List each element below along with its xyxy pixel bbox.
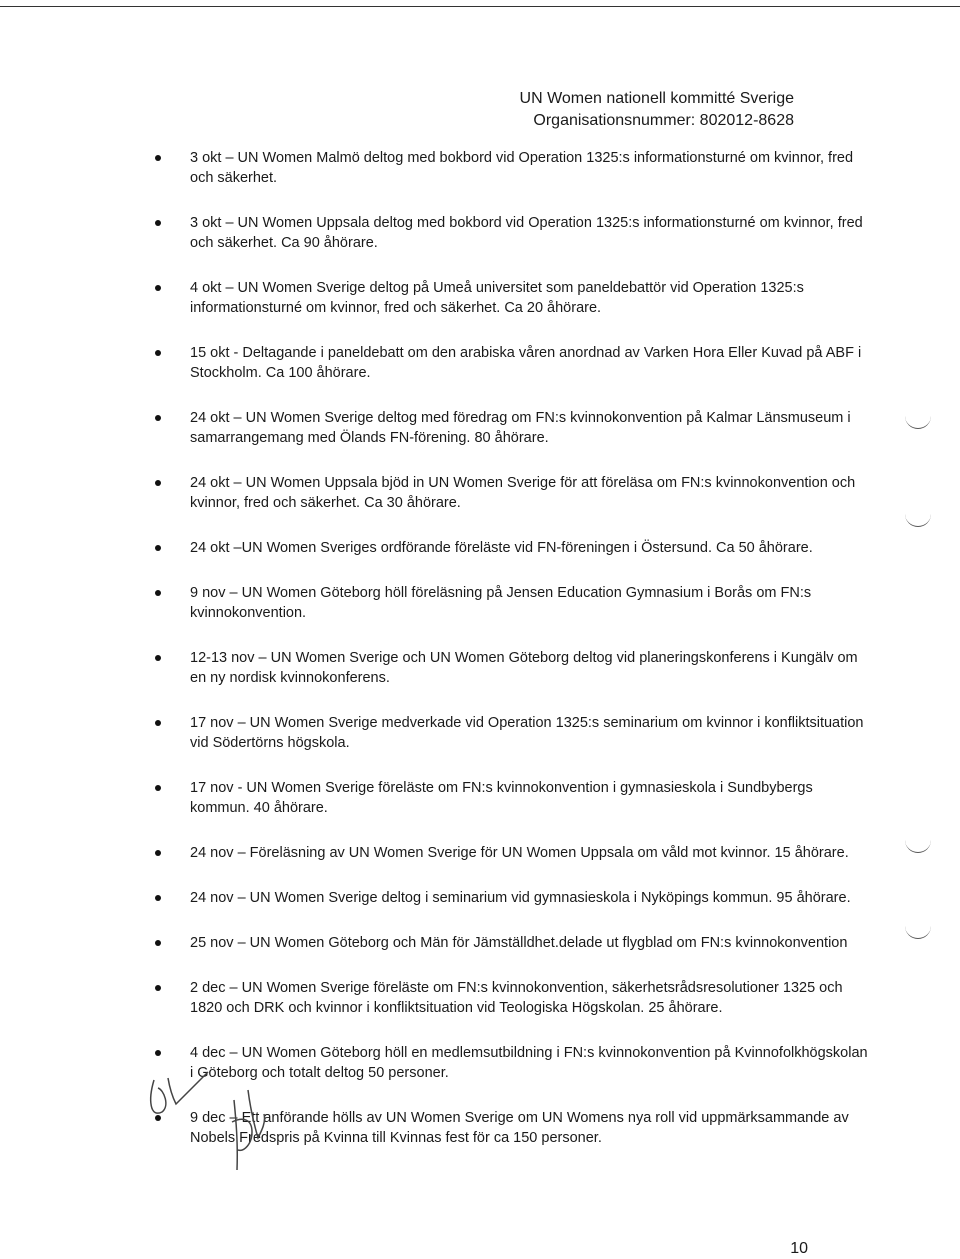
list-item-text: 3 okt – UN Women Malmö deltog med bokbord vid Operation 1325:s informationsturné om kvinnor, fred och säkerhet. (190, 150, 854, 186)
list-item (150, 778, 870, 818)
list-item-text: 24 nov – UN Women Sverige deltog i seminarium vid gymnasieskola i Nyköpings kommun. 95 åhörare. (190, 890, 851, 906)
page-number: 10 (790, 1240, 808, 1257)
list-item (150, 408, 870, 448)
list-item (150, 583, 870, 623)
organization-number: Organisationsnummer: 802012-8628 (533, 112, 794, 129)
list-item (150, 888, 870, 908)
list-item (150, 648, 870, 688)
list-item (150, 713, 870, 753)
list-item-text: 24 okt –UN Women Sveriges ordförande föreläste vid FN-föreningen i Östersund. Ca 50 åhörare. (190, 540, 813, 556)
list-item (150, 148, 870, 188)
bullet-icon (155, 985, 161, 991)
margin-check-mark (905, 838, 931, 853)
list-item-text: 17 nov - UN Women Sverige föreläste om FN:s kvinnokonvention i gymnasieskola i Sundbybergs kommun. 40 åhörare. (190, 780, 813, 816)
margin-check-mark (905, 414, 931, 429)
bullet-icon (155, 590, 161, 596)
organization-name: UN Women nationell kommitté Sverige (519, 90, 794, 107)
bullet-icon (155, 155, 161, 161)
bullet-icon (155, 720, 161, 726)
bullet-icon (155, 285, 161, 291)
activity-list (150, 148, 870, 1173)
bullet-icon (155, 415, 161, 421)
document-header (520, 88, 794, 132)
margin-check-mark (905, 924, 931, 939)
list-item-text: 3 okt – UN Women Uppsala deltog med bokbord vid Operation 1325:s informationsturné om kvinnor, fred och säkerhet. Ca 90 åhörare. (190, 215, 863, 251)
list-item-text: 4 dec – UN Women Göteborg höll en medlemsutbildning i FN:s kvinnokonvention på Kvinnofolkhögskolan i Göteborg och totalt deltog 50 personer. (190, 1045, 868, 1081)
bullet-icon (155, 655, 161, 661)
list-item-text: 24 okt – UN Women Uppsala bjöd in UN Women Sverige för att föreläsa om FN:s kvinnokonvention och kvinnor, fred och säkerhet. Ca 30 åhörare. (190, 475, 856, 511)
margin-check-mark (905, 512, 931, 527)
list-item-text: 9 nov – UN Women Göteborg höll föreläsning på Jensen Education Gymnasium i Borås om FN:s kvinnokonvention. (190, 585, 812, 621)
bullet-icon (155, 940, 161, 946)
list-item (150, 473, 870, 513)
list-item (150, 278, 870, 318)
bullet-icon (155, 895, 161, 901)
bullet-icon (155, 785, 161, 791)
list-item-text: 9 dec – Ett anförande hölls av UN Women Sverige om UN Womens nya roll vid uppmärksammande av Nobels Fredspris på Kvinna till Kvinnas fest för ca 150 personer. (190, 1110, 849, 1146)
handwritten-initials (140, 1060, 320, 1180)
list-item-text: 24 okt – UN Women Sverige deltog med föredrag om FN:s kvinnokonvention på Kalmar Länsmuseum i samarrangemang med Ölands FN-förening. 80 åhörare. (190, 410, 851, 446)
list-item (150, 933, 870, 953)
bullet-icon (155, 1050, 161, 1056)
list-item (150, 843, 870, 863)
list-item-text: 17 nov – UN Women Sverige medverkade vid Operation 1325:s seminarium om kvinnor i konfliktsituation vid Södertörns högskola. (190, 715, 864, 751)
list-item (150, 343, 870, 383)
bullet-icon (155, 350, 161, 356)
list-item-text: 15 okt - Deltagande i paneldebatt om den arabiska våren anordnad av Varken Hora Eller Kuvad på ABF i Stockholm. Ca 100 åhörare. (190, 345, 862, 381)
initials-stroke (232, 1090, 265, 1170)
initials-stroke (151, 1072, 208, 1113)
bullet-icon (155, 480, 161, 486)
list-item-text: 25 nov – UN Women Göteborg och Män för Jämställdhet.delade ut flygblad om FN:s kvinnokonvention (190, 935, 848, 951)
bullet-icon (155, 220, 161, 226)
bullet-icon (155, 850, 161, 856)
list-item (150, 978, 870, 1018)
list-item-text: 24 nov – Föreläsning av UN Women Sverige för UN Women Uppsala om våld mot kvinnor. 15 åhörare. (190, 845, 849, 861)
top-rule (0, 6, 960, 7)
list-item-text: 2 dec – UN Women Sverige föreläste om FN:s kvinnokonvention, säkerhetsrådsresolutioner 1325 och 1820 och DRK och kvinnor i konfliktsituation vid Teologiska Högskolan. 25 åhörare. (190, 980, 843, 1016)
list-item (150, 213, 870, 253)
bullet-icon (155, 545, 161, 551)
list-item-text: 12-13 nov – UN Women Sverige och UN Women Göteborg deltog vid planeringskonferens i Kungälv om en ny nordisk kvinnokonferens. (190, 650, 858, 686)
list-item-text: 4 okt – UN Women Sverige deltog på Umeå universitet som paneldebattör vid Operation 1325:s informationsturné om kvinnor, fred och säkerhet. Ca 20 åhörare. (190, 280, 804, 316)
list-item (150, 538, 870, 558)
